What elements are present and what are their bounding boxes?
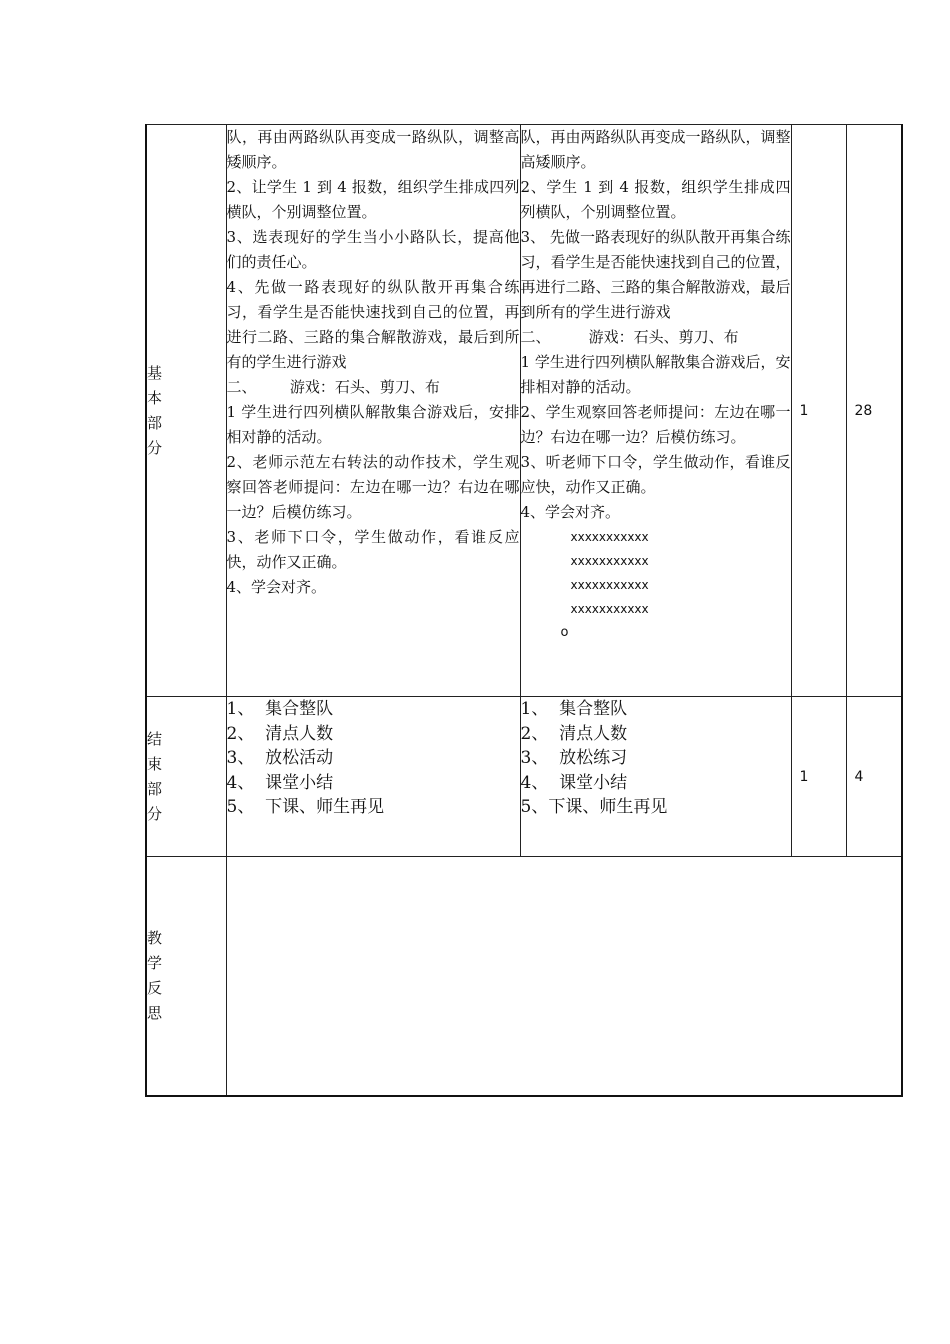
- label-char: 分: [147, 804, 163, 823]
- basic-minutes: 28: [846, 125, 902, 697]
- end-section-label: [146, 697, 226, 857]
- basic-section-row: [146, 125, 902, 697]
- student-line: 1 学生进行四列横队解散集合游戏后，安排相对静的活动。: [520, 353, 791, 396]
- formation-teacher-marker: o: [560, 625, 569, 640]
- label-char: 反: [147, 978, 163, 997]
- teacher-line: 二、 游戏：石头、剪刀、布: [226, 378, 440, 396]
- label-char: 学: [147, 953, 163, 972]
- teacher-line: 队，再由两路纵队再变成一路纵队，调整高矮顺序。: [226, 128, 520, 171]
- end-item: 4、 课堂小结: [520, 772, 628, 793]
- end-item: 3、 放松活动: [226, 748, 334, 768]
- teacher-line: 4、学会对齐。: [226, 578, 327, 596]
- student-line: 二、 游戏：石头、剪刀、布: [520, 328, 739, 346]
- end-item: 1、 集合整队: [226, 699, 334, 719]
- basic-teacher-activities: [226, 125, 520, 697]
- student-line: 3、听老师下口令，学生做动作，看谁反应快，动作又正确。: [520, 453, 791, 496]
- lesson-plan-table: [145, 124, 903, 1097]
- teacher-line: 3、选表现好的学生当小小路队长，提高他们的责任心。: [226, 228, 520, 271]
- end-item: 4、 课堂小结: [226, 772, 334, 793]
- end-item: 5、下课、师生再见: [520, 797, 668, 817]
- student-line: 2、学生 1 到 4 报数，组织学生排成四列横队，个别调整位置。: [520, 178, 791, 221]
- teacher-line: 2、让学生 1 到 4 报数，组织学生排成四列横队，个别调整位置。: [226, 178, 520, 221]
- end-item: 5、 下课、师生再见: [226, 797, 385, 817]
- basic-count: 1: [791, 125, 846, 697]
- reflection-row: [146, 857, 902, 1096]
- teacher-line: 2、老师示范左右转法的动作技术，学生观察回答老师提问：左边在哪一边？右边在哪一边？后模仿练习。: [226, 453, 520, 521]
- end-count: 1: [791, 697, 846, 857]
- label-char: 本: [147, 388, 163, 407]
- formation-row: xxxxxxxxxxx: [570, 602, 649, 616]
- label-char: 思: [147, 1003, 163, 1022]
- end-section-row: [146, 697, 902, 857]
- end-student-activities: [520, 697, 791, 857]
- end-item: 2、 清点人数: [520, 723, 628, 744]
- reflection-content: [226, 857, 902, 1096]
- end-item: 2、 清点人数: [226, 723, 334, 744]
- basic-section-label: [146, 125, 226, 697]
- student-line: 3、 先做一路表现好的纵队散开再集合练习，看学生是否能快速找到自己的位置，再进行二路、三路的集合解散游戏，最后到所有的学生进行游戏: [520, 228, 791, 321]
- student-line: 2、学生观察回答老师提问：左边在哪一边？右边在哪一边？后模仿练习。: [520, 403, 791, 446]
- formation-row: xxxxxxxxxxx: [570, 554, 649, 568]
- end-minutes: 4: [846, 697, 902, 857]
- label-char: 基: [147, 363, 163, 382]
- formation-row: xxxxxxxxxxx: [570, 530, 649, 544]
- basic-student-activities: [520, 125, 791, 697]
- teacher-line: 3、老师下口令，学生做动作，看谁反应快，动作又正确。: [226, 528, 520, 571]
- end-item: 3、 放松练习: [520, 748, 628, 768]
- student-line: 4、学会对齐。: [520, 503, 621, 521]
- label-char: 部: [147, 413, 163, 432]
- reflection-label: [146, 857, 226, 1096]
- label-char: 结: [147, 729, 163, 748]
- end-item: 1、 集合整队: [520, 699, 628, 719]
- label-char: 束: [147, 754, 163, 773]
- label-char: 部: [147, 779, 163, 798]
- label-char: 分: [147, 438, 163, 457]
- formation-row: xxxxxxxxxxx: [570, 578, 649, 592]
- label-char: 教: [147, 928, 163, 947]
- teacher-line: 4、先做一路表现好的纵队散开再集合练习，看学生是否能快速找到自己的位置，再进行二路、三路的集合解散游戏，最后到所有的学生进行游戏: [226, 278, 520, 371]
- student-line: 队，再由两路纵队再变成一路纵队，调整高矮顺序。: [520, 128, 791, 171]
- end-teacher-activities: [226, 697, 520, 857]
- teacher-line: 1 学生进行四列横队解散集合游戏后，安排相对静的活动。: [226, 403, 520, 446]
